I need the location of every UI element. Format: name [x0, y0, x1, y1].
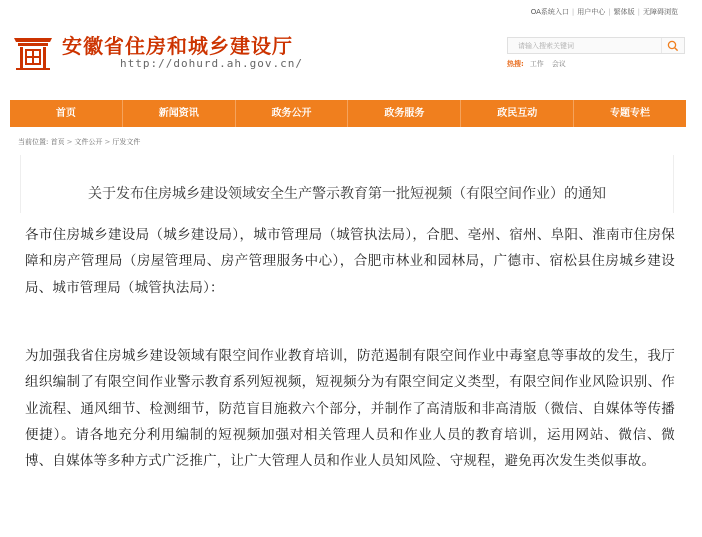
divider: | [571, 8, 575, 16]
hot-search-item[interactable]: 工作 [529, 60, 544, 68]
top-links-bar [531, 5, 678, 19]
article-paragraph: 为加强我省住房城乡建设领域有限空间作业教育培训，防范遏制有限空间作业中毒窒息等事故的发生，我厅组织编制了有限空间作业警示教育系列短视频，短视频分为有限空间定义类型，有限空间作业风险识别、作业流程、通风细节、检测细节，防范盲目施救六个部分，并制作了高清版和非高清版（微信、自媒体等传播便捷）。请各地充分利用编制的短视频加强对相关管理人员和作业人员的教育培训，运用网站、微信、微博、自媒体等多种方式广泛推广，让广大管理人员和作业人员知风险、守规程，避免再次发生类似事故。 [25, 348, 675, 470]
nav-item-news[interactable]: 新闻资讯 [123, 100, 236, 127]
traditional-chinese-link[interactable]: 繁体版 [613, 8, 635, 16]
search-input[interactable] [508, 38, 658, 53]
main-nav [10, 100, 686, 127]
site-url: http://dohurd.ah.gov.cn/ [120, 57, 303, 70]
article-title: 关于发布住房城乡建设领域安全生产警示教育第一批短视频（有限空间作业）的通知 [88, 186, 606, 202]
hot-search-label: 热搜: [507, 60, 524, 68]
accessibility-link[interactable]: 无障碍浏览 [643, 8, 678, 16]
hot-search [507, 59, 574, 69]
breadcrumb-prefix: 当前位置: [18, 138, 49, 146]
site-name[interactable]: 安徽省住房和城乡建设厅 [62, 34, 293, 58]
article-recipients: 各市住房城乡建设局（城乡建设局），城市管理局（城管执法局），合肥、亳州、宿州、阜阳、淮南市住房保障和房产管理局（房屋管理局、房产管理服务中心），合肥市林业和园林局，广德市、宿松县住房城乡建设局、城市管理局（城管执法局）： [25, 227, 675, 296]
breadcrumb-item[interactable]: 首页 [50, 138, 65, 146]
search-box [507, 37, 685, 54]
site-header-area [10, 0, 686, 213]
divider: | [608, 8, 611, 16]
search-icon [667, 40, 679, 52]
oa-entry-link[interactable]: OA系统入口 [530, 8, 569, 16]
breadcrumb-separator: > [104, 138, 111, 146]
divider: | [637, 8, 640, 16]
nav-item-interaction[interactable]: 政民互动 [461, 100, 574, 127]
nav-item-home[interactable]: 首页 [10, 100, 123, 127]
breadcrumb-item[interactable]: 文件公开 [74, 138, 103, 146]
nav-item-special-topics[interactable]: 专题专栏 [610, 108, 651, 119]
hot-search-item[interactable]: 会议 [551, 60, 566, 68]
article-header-box [20, 155, 674, 213]
nav-item-gov-services[interactable]: 政务服务 [348, 100, 461, 127]
site-logo-icon[interactable] [12, 32, 54, 72]
breadcrumb-separator: > [66, 138, 73, 146]
breadcrumb [18, 137, 140, 147]
search-button[interactable] [661, 38, 684, 53]
nav-item-gov-affairs-open[interactable]: 政务公开 [236, 100, 349, 127]
breadcrumb-item[interactable]: 厅发文件 [112, 138, 141, 146]
user-center-link[interactable]: 用户中心 [577, 8, 606, 16]
